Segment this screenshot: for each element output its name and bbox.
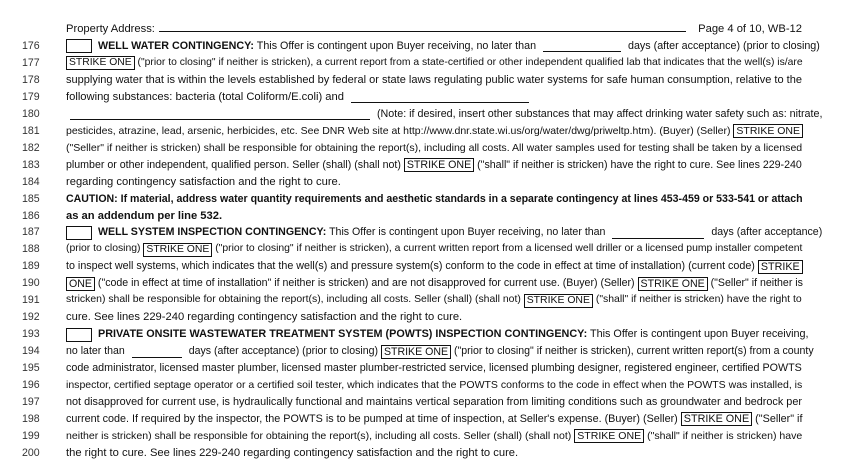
line-number: 188 <box>22 243 40 256</box>
line-text <box>66 292 802 309</box>
line-number: 197 <box>22 395 40 408</box>
line-number: 189 <box>22 260 40 273</box>
body-text: ("prior to closing" if neither is stricken), a current written report from a licensed well driller or a licensed pump installer competent <box>212 243 803 255</box>
body-text: regarding contingency satisfaction and the right to cure. <box>66 175 341 188</box>
line-text <box>66 241 802 258</box>
body-text: ("shall" if neither is stricken) have the right to cure. See lines 229-240 <box>474 158 802 171</box>
form-line <box>0 326 850 343</box>
form-line <box>0 140 850 157</box>
strike-one-box: STRIKE ONE <box>638 277 708 291</box>
body-text: the right to cure. See lines 229-240 regarding contingency satisfaction and the right to cure. <box>66 446 519 459</box>
form-line <box>0 157 850 174</box>
body-text: ("Seller" if neither is <box>707 277 803 290</box>
body-text: supplying water that is within the levels established by federal or state laws regulating public water systems for safe human consumption, relative to the <box>66 73 802 86</box>
body-text: days (after acceptance) <box>708 226 823 239</box>
body-text: stricken) shall be responsible for obtaining the report(s), including all costs. Seller (shall) (shall not) <box>66 294 524 306</box>
line-text <box>66 174 802 191</box>
line-text <box>66 123 802 140</box>
fill-in-blank[interactable] <box>70 108 370 120</box>
body-text: ("Seller" if <box>752 412 803 425</box>
body-text: ("prior to closing" if neither is stricken), current written report(s) from a county <box>451 345 814 358</box>
body-text: This Offer is contingent upon Buyer receiving, no later than <box>326 226 609 239</box>
form-line <box>0 89 850 106</box>
body-text: cure. See lines 229-240 regarding contingency satisfaction and the right to cure. <box>66 311 463 324</box>
form-line <box>0 191 850 208</box>
form-line <box>0 445 850 462</box>
line-number: 178 <box>22 73 40 86</box>
line-text <box>66 343 814 360</box>
form-line <box>0 428 850 445</box>
fill-in-blank[interactable] <box>543 40 621 52</box>
property-address-field[interactable] <box>159 20 686 32</box>
strike-one-box: STRIKE ONE <box>681 412 752 426</box>
line-number: 183 <box>22 158 40 171</box>
fill-in-blank[interactable] <box>132 346 182 358</box>
form-line <box>0 208 850 225</box>
body-text: ("shall" if neither is stricken) have <box>644 429 803 442</box>
line-number: 186 <box>22 209 40 222</box>
line-text <box>66 326 809 343</box>
strike-one-box: STRIKE ONE <box>143 243 212 257</box>
form-line <box>0 123 850 140</box>
body-text: days (after acceptance) (prior to closing) <box>185 345 381 358</box>
form-line <box>0 106 850 123</box>
line-text <box>66 208 802 225</box>
property-address-label: Property Address: <box>66 23 155 35</box>
body-text: ("code in effect at time of installation" if neither is stricken) and are not disapproved for current use. (Buyer) (Seller) <box>94 277 638 290</box>
line-number: 194 <box>22 345 40 358</box>
line-number: 181 <box>22 124 40 137</box>
line-number: 191 <box>22 294 40 307</box>
body-text: ("prior to closing" if neither is stricken), a current report from a state-certified or other independent qualified lab that indicates that the well(s) is/are <box>134 56 803 68</box>
strike-one-box: ONE <box>66 277 95 291</box>
line-number: 177 <box>22 56 40 69</box>
body-text: inspector, certified septage operator or a certified soil tester, which indicates that the POWTS conforms to the code in effect when the POWTS was installed, is <box>66 379 803 391</box>
body-text: ("Seller" if neither is stricken) shall be responsible for obtaining the report(s), including all costs. All water samples used for testing shall be taken by a licensed <box>66 141 803 154</box>
line-text <box>66 428 802 445</box>
line-number: 193 <box>22 328 40 341</box>
bold-text: WELL WATER CONTINGENCY: <box>98 40 255 52</box>
bold-text: PRIVATE ONSITE WASTEWATER TREATMENT SYSTEM (POWTS) INSPECTION CONTINGENCY: <box>98 328 588 341</box>
body-text: pesticides, atrazine, lead, arsenic, herbicides, etc. See DNR Web site at http://www.dnr.state.wi.us/org/water/dwg/priweltp.htm). (Buyer) (Seller) <box>66 124 734 137</box>
line-text <box>66 377 802 394</box>
contingency-checkbox[interactable] <box>66 39 92 53</box>
form-line <box>0 258 850 275</box>
strike-one-box: STRIKE ONE <box>404 158 474 172</box>
strike-one-box: STRIKE ONE <box>524 294 593 308</box>
line-text <box>66 191 802 208</box>
body-text: neither is stricken) shall be responsible for obtaining the report(s), including all costs. Seller (shall) (shall not) <box>66 429 575 442</box>
form-line <box>0 275 850 292</box>
line-text <box>66 106 823 123</box>
line-text <box>66 411 802 428</box>
fill-in-blank[interactable] <box>351 91 529 103</box>
strike-one-box: STRIKE <box>758 260 803 274</box>
line-number: 187 <box>22 226 40 239</box>
body-text: following substances: bacteria (total Coliform/E.coli) and <box>66 90 348 103</box>
strike-one-box: STRIKE ONE <box>66 56 135 70</box>
line-text <box>66 72 802 89</box>
strike-one-box: STRIKE ONE <box>381 345 451 359</box>
fill-in-blank[interactable] <box>612 227 704 239</box>
strike-one-box: STRIKE ONE <box>574 429 644 443</box>
line-text <box>66 445 802 462</box>
body-text: no later than <box>66 345 128 358</box>
line-text <box>66 394 802 411</box>
line-number: 198 <box>22 412 40 425</box>
contingency-checkbox[interactable] <box>66 328 92 342</box>
line-number: 184 <box>22 175 40 188</box>
line-number: 195 <box>22 362 40 375</box>
body-text: This Offer is contingent upon Buyer receiving, <box>587 328 809 341</box>
body-text: days (after acceptance) (prior to closing) <box>625 40 820 52</box>
line-text <box>66 309 802 326</box>
form-line <box>0 224 850 241</box>
line-text <box>66 360 802 377</box>
line-text <box>66 55 802 72</box>
line-number: 196 <box>22 379 40 391</box>
body-text: to inspect well systems, which indicates that the well(s) and pressure system(s) conform to the code in effect at time of installation) (current code) <box>66 260 758 273</box>
form-line <box>0 377 850 394</box>
form-line <box>0 174 850 191</box>
line-number: 176 <box>22 40 40 52</box>
line-text <box>66 275 802 292</box>
form-line <box>0 394 850 411</box>
form-line <box>0 343 850 360</box>
line-number: 182 <box>22 141 40 154</box>
line-number: 199 <box>22 429 40 442</box>
form-line <box>0 55 850 72</box>
body-text: plumber or other independent, qualified person. Seller (shall) (shall not) <box>66 158 404 171</box>
line-text <box>66 157 802 174</box>
line-text <box>66 38 820 55</box>
body-text: (Note: if desired, insert other substances that may affect drinking water safety such as: nitrate, <box>374 107 823 120</box>
page-header <box>66 20 802 36</box>
form-line <box>0 360 850 377</box>
line-text <box>66 224 823 241</box>
bold-text: CAUTION: If material, address water quantity requirements and aesthetic standards in a separate contingency at lines 453-459 or 533-541 or attach <box>66 192 803 205</box>
bold-text: as an addendum per line 532. <box>66 209 223 222</box>
bold-text: WELL SYSTEM INSPECTION CONTINGENCY: <box>98 226 327 239</box>
body-text: current code. If required by the inspector, the POWTS is to be pumped at time of inspection, at Seller's expense. (Buyer) (Seller) <box>66 412 681 425</box>
body-text: not disapproved for current use, is hydraulically functional and maintains vertical separation from limiting conditions such as groundwater and bedrock per <box>66 395 802 408</box>
body-text: code administrator, licensed master plumber, licensed master plumber-restricted service, licensed plumbing designer, registered engineer, certified POWTS <box>66 362 802 375</box>
form-line <box>0 38 850 55</box>
line-text <box>66 140 802 157</box>
form-line <box>0 72 850 89</box>
page-number: Page 4 of 10, WB-12 <box>698 23 802 35</box>
form-line <box>0 411 850 428</box>
line-number: 185 <box>22 192 40 205</box>
line-number: 192 <box>22 311 40 324</box>
line-number: 180 <box>22 107 40 120</box>
line-number: 179 <box>22 90 40 103</box>
line-number: 190 <box>22 277 40 290</box>
line-text <box>66 89 802 106</box>
contingency-checkbox[interactable] <box>66 226 92 240</box>
body-text: (prior to closing) <box>66 243 144 255</box>
form-line <box>0 292 850 309</box>
form-line <box>0 241 850 258</box>
line-text <box>66 258 802 275</box>
line-number: 200 <box>22 446 40 459</box>
form-line <box>0 309 850 326</box>
body-text: ("shall" if neither is stricken) have the right to <box>592 294 802 306</box>
strike-one-box: STRIKE ONE <box>733 124 803 138</box>
body-text: This Offer is contingent upon Buyer receiving, no later than <box>254 40 540 52</box>
